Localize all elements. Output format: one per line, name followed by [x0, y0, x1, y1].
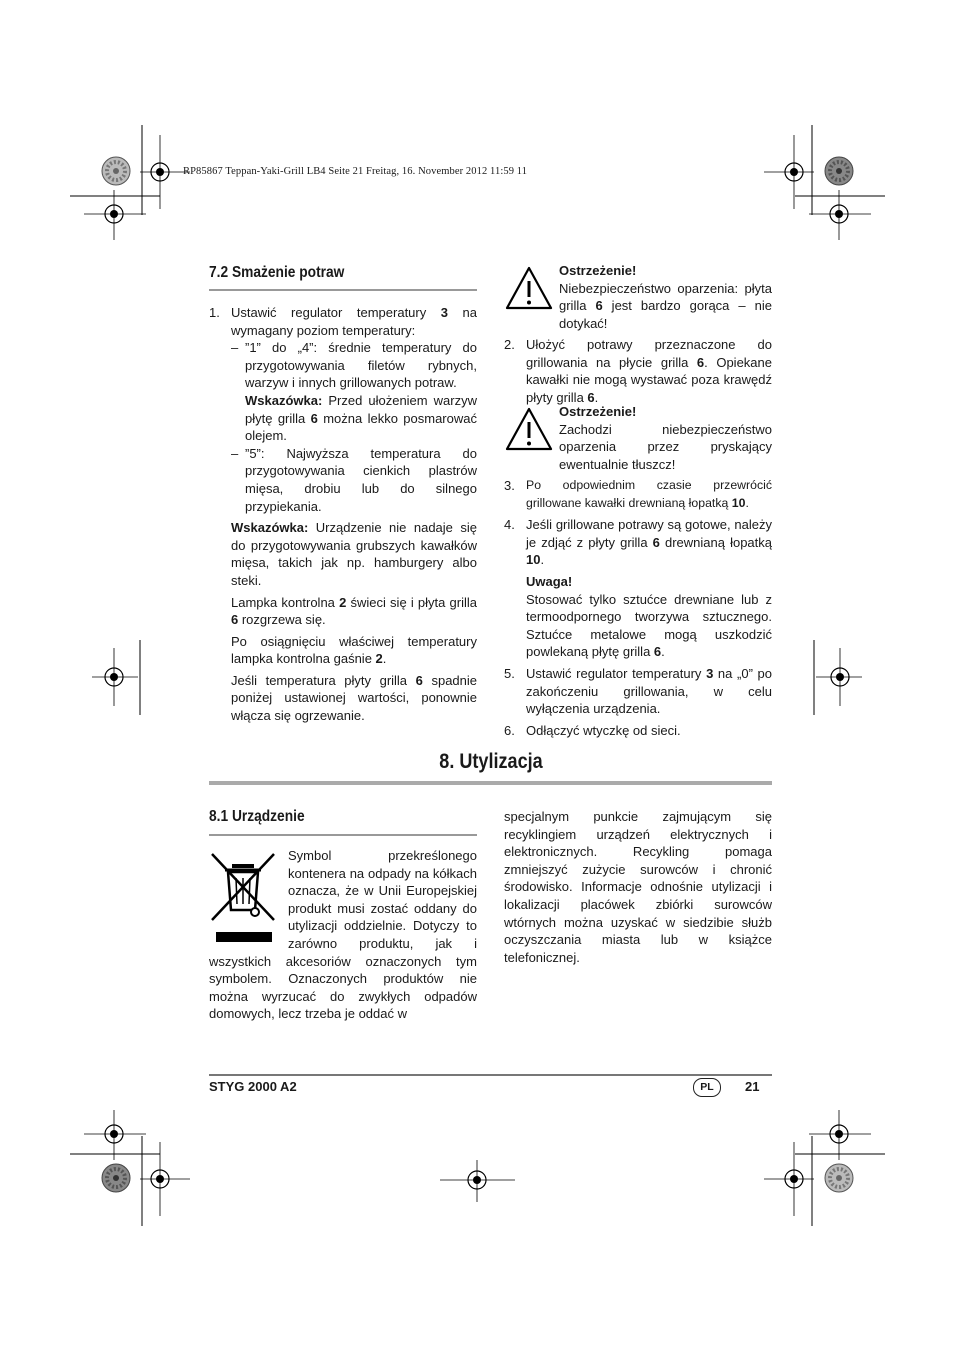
note-paragraph — [209, 519, 477, 589]
footer-rule — [209, 1074, 772, 1076]
color-wheel-icon — [824, 156, 854, 186]
step-number: 1. — [209, 305, 220, 320]
text: Ustawić regulator temperatury — [231, 305, 441, 320]
step-4: 4. Jeśli grillowane potrawy są gotowe, należy je zdjąć z płyty grilla 6 drewnianą łopatką 10. Uwaga! Stosować tylko sztućce drewniane lub z termoodpornego tworzywa sztucznego. Sztućce metalowe mogą uszkodzić powlekaną płytę grilla 6. — [504, 517, 772, 660]
disposal-text-left — [209, 847, 477, 1023]
text: Przed ułożeniem warzyw płytę grilla — [245, 392, 477, 426]
text: Urządzenie nie nadaje się do przygotowywania grubszych kawałków mięsa, takich jak np. hamburgery albo steki. — [231, 520, 477, 588]
warning-title: Ostrzeżenie! — [559, 263, 637, 278]
disposal-paragraph — [209, 847, 477, 1023]
page-number: 21 — [745, 1079, 760, 1094]
section-heading-8: 8. Utylizacja — [439, 750, 543, 773]
warning-triangle-icon — [504, 406, 554, 452]
note-label: Wskazówka: — [231, 520, 309, 536]
icon-spacer — [209, 847, 288, 951]
text: ”1” do „4”: średnie temperatury do przygotowywania filetów rybnych, warzyw i innych grillowanych potraw. — [245, 340, 477, 391]
note-label: Wskazówka: — [245, 392, 323, 408]
warning-title: Ostrzeżenie! — [559, 404, 637, 419]
step-2: 2. Ułożyć potrawy przeznaczone do grillowania na płycie grilla 6. Opiekane kawałki nie mogą wystawać poza krawędź płyty grilla 6. — [504, 337, 772, 405]
color-wheel-icon — [824, 1163, 854, 1193]
ref-number: 6 — [310, 410, 318, 426]
heading-rule — [209, 289, 477, 291]
registration-mark-icon — [140, 1136, 190, 1226]
color-wheel-icon — [101, 156, 131, 186]
paragraph: Lampka kontrolna 2 świeci się i płyta grilla 6 rozgrzewa się. — [231, 594, 477, 628]
registration-mark-icon — [812, 640, 862, 715]
step-number: 2. — [504, 337, 515, 352]
text: ”5”: Najwyższa temperatura do przygotowywania cienkich plastrów mięsa, drobiu lub do silnego przypiekania. — [245, 445, 477, 514]
section-heading-8-1: 8.1 Urządzenie — [209, 808, 305, 825]
dash-item-1 — [231, 339, 477, 445]
step-6: 6. Odłączyć wtyczkę od sieci. — [504, 722, 681, 738]
registration-mark-icon — [70, 190, 160, 240]
step-5: 5. Ustawić regulator temperatury 3 na „0” po zakończeniu grillowania, w celu wyłączenia urządzenia. — [504, 665, 772, 717]
step-1 — [209, 304, 477, 515]
warning-2 — [559, 403, 772, 473]
color-wheel-icon — [101, 1163, 131, 1193]
warning-triangle-icon — [504, 265, 554, 311]
disposal-text-right — [504, 808, 772, 966]
text: Zachodzi niebezpieczeństwo oparzenia przez pryskający ewentualnie tłuszcz! — [559, 421, 772, 472]
steps-3-6 — [504, 477, 772, 739]
section-heading-7-2: 7.2 Smażenie potraw — [209, 264, 345, 281]
text: można lekko posmarować olejem. — [245, 410, 477, 444]
paragraph: Jeśli temperatura płyty grilla 6 spadnie poniżej ustawionej wartości, ponownie włącza się ogrzewanie. — [231, 672, 477, 724]
registration-mark-icon — [440, 1160, 515, 1210]
caution-title: Uwaga! — [526, 573, 573, 589]
dash-item-2 — [231, 445, 477, 515]
dash: – — [231, 340, 239, 356]
dash: – — [231, 445, 239, 461]
text: Symbol przekreślonego kontenera na odpady na kółkach oznacza, że w Unii Europejskiej produkt musi zostać oddany do utylizacji oddzielnie. Dotyczy to zarówno produktu, jak i wszystkich akcesoriów oznaczonych tym symbolem. Oznaczonych produktów nie można wyrzucać do zwykłych odpadów domowych, lecz trzeba je oddać w — [209, 848, 477, 1022]
registration-mark-icon — [795, 1110, 885, 1160]
print-info: RP85867 Teppan-Yaki-Grill LB4 Seite 21 Freitag, 16. November 2012 11:59 11 — [183, 166, 528, 177]
model-number: STYG 2000 A2 — [209, 1079, 297, 1094]
registration-mark-icon — [795, 190, 885, 240]
text: specjalnym punkcie zajmującym się recyklingiem urządzeń elektrycznych i elektronicznych. Recykling pomaga zmniejszyć zużycie surowców i chronić środowisko. Informacje odnośnie utylizacji i lokalizacji placówek zbiórki surowców wtórnych można uzyskać w siedzibie służb oczyszczania miasta lub w książce telefonicznej. — [504, 809, 772, 965]
paragraph: Po osiągnięciu właściwej temperatury lampka kontrolna gaśnie 2. — [231, 633, 477, 667]
section-rule — [209, 781, 772, 785]
language-badge: PL — [693, 1078, 721, 1097]
ref-number: 3 — [440, 305, 448, 320]
warning-1: Ostrzeżenie! Niebezpieczeństwo oparzenia: płyta grilla 6 jest bardzo gorąca – nie dotykać! — [559, 263, 772, 331]
left-column — [209, 304, 477, 725]
heading-rule — [209, 834, 477, 836]
text: na wymagany poziom temperatury: — [231, 305, 477, 338]
step-3: 3. Po odpowiednim czasie przewrócić grillowane kawałki drewnianą łopatką 10. — [504, 478, 772, 510]
registration-mark-icon — [92, 640, 142, 715]
